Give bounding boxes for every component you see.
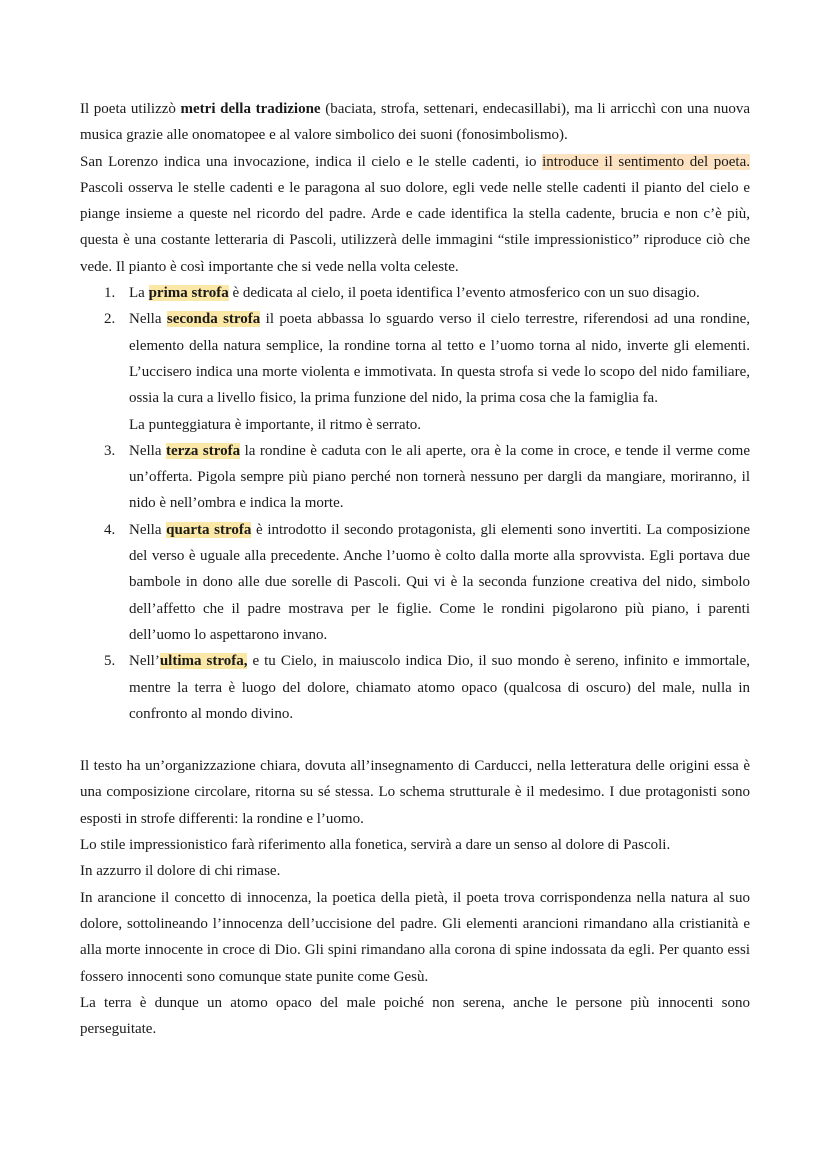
highlight-quarta-strofa: quarta strofa xyxy=(166,521,252,538)
list-number: 4. xyxy=(104,521,116,538)
intro-paragraph-metri: Il poeta utilizzò metri della tradizione (baciata, strofa, settenari, endecasillabi), ma li arricchì con una nuova musica grazie alle onomatopee e al valore simbolico dei suoni (fonosimbolismo). xyxy=(80,101,750,144)
outro-paragraph-azzurro: In azzurro il dolore di chi rimase. xyxy=(80,863,281,880)
list-number: 2. xyxy=(104,311,116,328)
paragraph-spacer xyxy=(80,727,750,753)
list-item-prima-strofa: 1. La prima strofa è dedicata al cielo, il poeta identifica l’evento atmosferico con un suo disagio. xyxy=(80,280,750,306)
intro-paragraph-san-lorenzo: San Lorenzo indica una invocazione, indica il cielo e le stelle cadenti, io introduce il sentimento del poeta. Pascoli osserva le stelle cadenti e le paragona al suo dolore, egli vede nelle stelle cadenti il pianto del cielo e piange insieme a queste nel ricordo del padre. Arde e cade identifica la stella cadente, brucia e non c’è più, questa è una costante letteraria di Pascoli, utilizzerà delle immagini “stile impressionistico” riproduce ciò che vede. Il pianto è così importante che si vede nella volta celeste. xyxy=(80,153,750,275)
outro-paragraph-stile: Lo stile impressionistico farà riferimento alla fonetica, servirà a dare un senso al dolore di Pascoli. xyxy=(80,837,671,854)
bold-metri-della-tradizione: metri della tradizione xyxy=(180,101,321,117)
highlight-seconda-strofa: seconda strofa xyxy=(166,311,261,328)
list-item-note-punteggiatura: La punteggiatura è importante, il ritmo è serrato. xyxy=(129,416,421,433)
outro-paragraph-arancione: In arancione il concetto di innocenza, la poetica della pietà, il poeta trova corrispondenza nella natura al suo dolore, sottolineando l’innocenza dell’uccisione del padre. Gli elementi arancioni rimandano alla cristianità e alla morte innocente in croce di Dio. Gli spini rimandano alla corona di spine indossata da egli. Per quanto essi fossero innocenti sono comunque state punite come Gesù. xyxy=(80,889,750,985)
outro-paragraph-organizzazione: Il testo ha un’organizzazione chiara, dovuta all’insegnamento di Carducci, nella letteratura delle origini essa è una composizione circolare, ritorna su sé stessa. Lo schema strutturale è il medesimo. I due protagonisti sono esposti in strofe differenti: la rondine e l’uomo. xyxy=(80,758,750,827)
list-number: 5. xyxy=(104,653,116,670)
list-item-quarta-strofa: 4. Nella quarta strofa è introdotto il secondo protagonista, gli elementi sono invertiti. La composizione del verso è uguale alla precedente. Anche l’uomo è colto dalla morte alla sprovvista. Egli portava due bambole in dono alle due sorelle di Pascoli. Qui vi è la seconda funzione creativa del nido, simbolo dell’affetto che il padre mostrava per le figlie. Come le rondini pigolarono più piano, i parenti dell’uomo lo aspettarono invano. xyxy=(80,517,750,648)
strofe-list xyxy=(80,280,750,727)
highlight-ultima-strofa: ultima strofa, xyxy=(159,653,248,670)
outro-paragraph-terra: La terra è dunque un atomo opaco del male poiché non serena, anche le persone più innocenti sono perseguitate. xyxy=(80,994,750,1038)
highlight-terza-strofa: terza strofa xyxy=(165,442,241,459)
highlight-sentimento-poeta: introduce il sentimento del poeta. xyxy=(542,153,750,170)
list-number: 1. xyxy=(104,285,116,302)
list-item-seconda-strofa: 2. Nella seconda strofa il poeta abbassa lo sguardo verso il cielo terrestre, riferendosi ad una rondine, elemento della natura semplice, la rondine torna al tetto e l’uomo torna al nido, inverte gli elementi. L’uccisero indica una morte violenta e immotivata. In questa strofa si vede lo scopo del nido familiare, ossia la cura a livello fisico, la prima funzione del nido, la prima cosa che la famiglia fa. La punteggiatura è importante, il ritmo è serrato. xyxy=(80,306,750,437)
list-item-ultima-strofa: 5. Nell’ultima strofa, e tu Cielo, in maiuscolo indica Dio, il suo mondo è sereno, infinito e immortale, mentre la terra è luogo del dolore, chiamato atomo opaco (qualcosa di oscuro) del male, nulla in confronto al mondo divino. xyxy=(80,648,750,727)
list-item-terza-strofa: 3. Nella terza strofa la rondine è caduta con le ali aperte, ora è la come in croce, e tende il verme come un’offerta. Pigola sempre più piano perché non tornerà nessuno per dargli da mangiare, moriranno, il nido è nell’ombra e indica la morte. xyxy=(80,438,750,517)
highlight-prima-strofa: prima strofa xyxy=(148,285,229,302)
list-number: 3. xyxy=(104,442,116,459)
